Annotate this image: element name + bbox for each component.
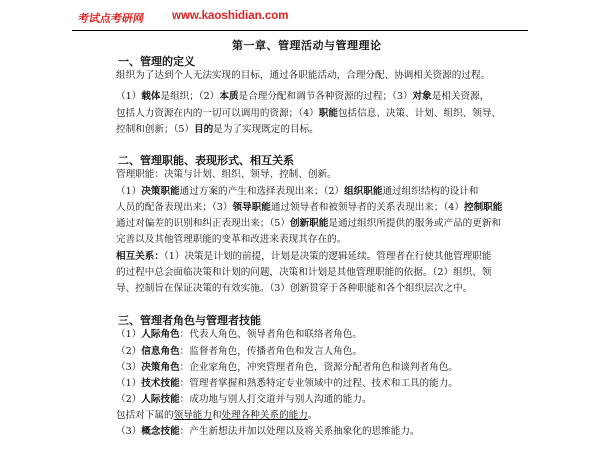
- site-logo: 考试点考研网: [76, 12, 146, 25]
- s3-role-2: （2）信息角色：监督者角色，传播者角色和发言人角色。: [116, 346, 362, 357]
- s3-skill-3: （3）概念技能：产生新想法并加以处理以及将关系抽象化的思维能力。: [116, 426, 420, 437]
- page-header: [72, 4, 528, 31]
- s2-line-3: 人员的配备表现出来；（3）领导职能通过领导者和被领导者的关系表现出来；（4）控制职能: [116, 202, 503, 213]
- s2-line-5: 完善以及其他管理职能的变革和改进来表现其存在的。: [116, 234, 347, 245]
- s3-skill-1: （1）技术技能：管理者掌握和熟悉特定专业领域中的过程、技术和工具的能力。: [116, 378, 458, 389]
- s2-line-2: （1）决策职能通过方案的产生和选择表现出来；（2）组织职能通过组织结构的设计和: [116, 186, 479, 197]
- s2-line-8: 导、控制旨在保证决策的有效实施。（3）创新贯穿于各种职能和各个组织层次之中。: [116, 283, 473, 294]
- s3-skills-note: 包括对下属的领导能力和处理各种关系的能力。: [116, 410, 318, 421]
- s2-line-4: 通过对偏差的识别和纠正表现出来；（5）创新职能是通过组织所提供的服务或产品的更新和: [116, 218, 502, 229]
- s3-role-1: （1）人际角色：代表人角色、领导者角色和联络者角色。: [116, 329, 362, 340]
- site-url[interactable]: www.kaoshidian.com: [172, 10, 289, 22]
- section-1-heading: 一、管理的定义: [118, 55, 195, 68]
- section-2-heading: 二、管理职能、表现形式、相互关系: [118, 154, 294, 167]
- s1-definition: 组织为了达到个人无法实现的目标，通过各职能活动，合理分配、协调相关资源的过程。: [116, 70, 491, 81]
- s1-line-3: 包括人力资源在内的一切可以调用的资源；（4）职能包括信息、决策、计划、组织、领导、: [116, 108, 502, 119]
- section-3-heading: 三、管理者角色与管理者技能: [118, 314, 261, 327]
- s3-role-3: （3）决策角色：企业家角色，冲突管理者角色，资源分配者角色和谈判者角色。: [116, 362, 458, 373]
- s2-line-6: 相互关系：（1）决策是计划的前提，计划是决策的逻辑延续。管理者在行使其他管理职能: [116, 251, 492, 262]
- chapter-title: 第一章、管理活动与管理理论: [232, 39, 382, 52]
- s1-line-4: 控制和创新；（5）目的是为了实现既定的目标。: [116, 124, 319, 135]
- s2-line-7: 的过程中总会面临决策和计划的问题，决策和计划是其他管理职能的依据。（2）组织、领: [116, 267, 492, 278]
- s2-intro: 管理职能：决策与计划、组织、领导、控制、创新。: [116, 169, 337, 180]
- s1-line-2: （1）载体是组织；（2）本质是合理分配和调节各种资源的过程；（3）对象是相关资源，: [116, 91, 490, 102]
- s3-skill-2: （2）人际技能：成功地与别人打交道并与别人沟通的能力。: [116, 394, 372, 405]
